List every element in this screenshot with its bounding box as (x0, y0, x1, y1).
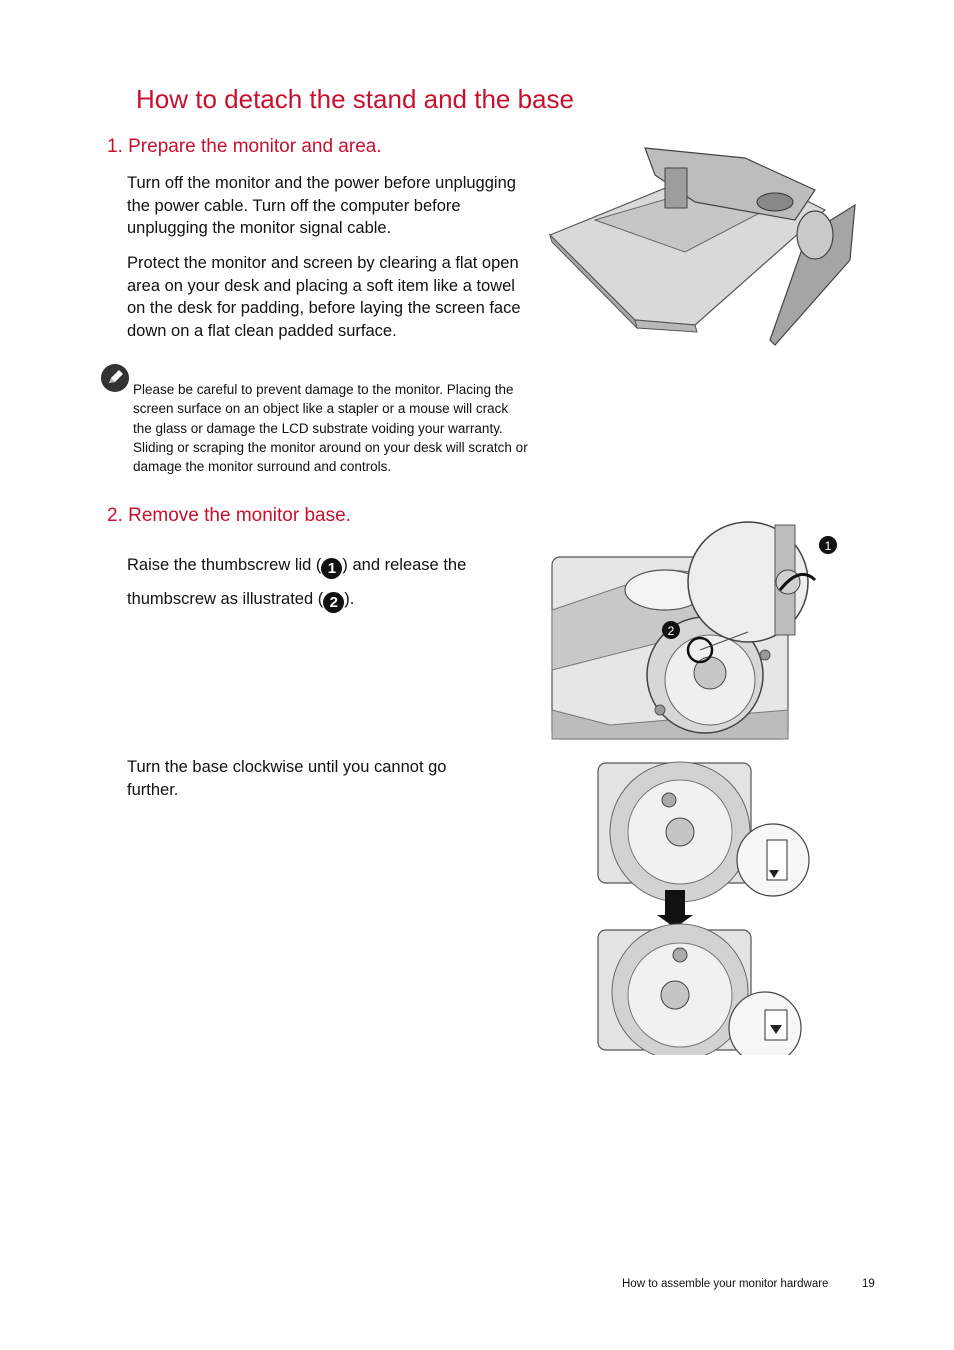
step2-raise-line-2 (127, 588, 354, 613)
thumbscrew-illustration (550, 510, 850, 745)
svg-text:2: 2 (667, 624, 675, 638)
note-text: Please be careful to prevent damage to the monitor. Placing the screen surface on an object like a stapler or a mouse will crack the glass or damage the LCD substrate voiding your warranty. Sliding or scraping the monitor around on your desk will scratch or damage the monitor surround and controls. (133, 382, 528, 475)
callout-number-1: 1 (321, 558, 342, 579)
monitor-facedown-illustration (545, 140, 865, 350)
raise-text-mid: ) and release the (342, 556, 467, 574)
footer-section: How to assemble your monitor hardware (622, 1278, 829, 1290)
svg-text:1: 1 (824, 539, 832, 553)
note-icon (100, 363, 130, 393)
step1-heading: 1. Prepare the monitor and area. (107, 136, 382, 157)
raise-text-line2: thumbscrew as illustrated ( (127, 590, 324, 608)
step1-paragraph-1: Turn off the monitor and the power before unplugging the power cable. Turn off the computer before unplugging the monitor signal cable. (127, 174, 516, 237)
footer-page-number: 19 (862, 1278, 875, 1290)
raise-text-pre: Raise the thumbscrew lid ( (127, 556, 322, 574)
step2-turn-text: Turn the base clockwise until you cannot go further. (127, 758, 447, 799)
page-title: How to detach the stand and the base (136, 84, 574, 114)
step1-paragraph-2: Protect the monitor and screen by clearing a flat open area on your desk and placing a soft item like a towel on the desk for padding, before laying the screen face down on a flat clean padded surface. (127, 254, 521, 340)
callout-number-2: 2 (323, 592, 344, 613)
step2-heading: 2. Remove the monitor base. (107, 505, 351, 526)
base-rotation-illustration (595, 760, 813, 1055)
pencil-icon (100, 363, 130, 393)
raise-text-end: ). (344, 590, 355, 608)
step2-raise-line-1 (127, 554, 466, 579)
